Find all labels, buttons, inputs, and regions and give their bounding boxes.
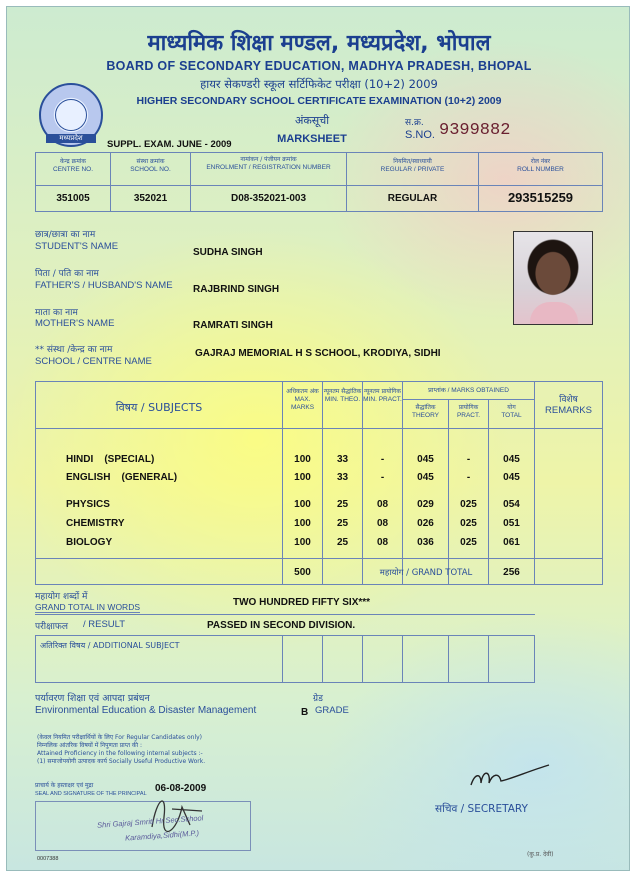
result-label: / RESULT <box>83 619 126 630</box>
subject-name: ENGLISH (GENERAL) <box>66 472 178 483</box>
school-stamp-line1: Shri Gajraj Smriti Hr.Sec.School <box>96 813 204 830</box>
pract-value: - <box>466 454 471 465</box>
total-value: 051 <box>503 518 520 529</box>
student-name-hindi: छात्र/छात्रा का नाम <box>35 230 96 240</box>
theory-value: 045 <box>417 454 434 465</box>
remarks-hindi: विशेष <box>559 395 578 405</box>
max-marks-value: 100 <box>294 537 311 548</box>
total-value: 054 <box>503 499 520 510</box>
subject-name: HINDI (SPECIAL) <box>66 454 155 465</box>
student-name-value: SUDHA SINGH <box>193 247 263 258</box>
marksheet-title: MARKSHEET <box>277 133 347 145</box>
grand-max-value: 500 <box>294 567 311 578</box>
principal-hindi: प्राचार्य के हस्ताक्षर एवं मुद्रा <box>35 782 94 789</box>
additional-subject-table <box>35 635 535 683</box>
marks-table <box>35 381 603 585</box>
note-line: (केवल नियमित परीक्षार्थियों के लिए For Regular Candidates only) <box>37 734 202 741</box>
total-hindi: योग <box>507 404 516 411</box>
pract-hindi: प्रायोगिक <box>458 404 479 411</box>
additional-subject-label: अतिरिक्त विषय / ADDITIONAL SUBJECT <box>40 641 180 650</box>
min-pract-value: 08 <box>376 499 389 510</box>
regular-private-hindi: नियमित/स्वाध्यायी <box>393 158 432 165</box>
board-title-english: BOARD OF SECONDARY EDUCATION, MADHYA PRADESH, BHOPAL <box>106 59 532 73</box>
school-name-hindi: ** संस्था /केन्द्र का नाम <box>35 345 113 355</box>
min-pract-value: - <box>380 472 385 483</box>
enrolment-hindi: नामांकन / पंजीयन क्रमांक <box>240 156 297 163</box>
subject-name: CHEMISTRY <box>66 518 125 529</box>
grand-total-label: महायोग / GRAND TOTAL <box>379 568 473 578</box>
words-label: GRAND TOTAL IN WORDS <box>35 602 141 612</box>
subject-name: BIOLOGY <box>66 537 113 548</box>
max-marks-value: 100 <box>294 454 311 465</box>
enrolment-value: D08-352021-003 <box>230 193 307 204</box>
info-table <box>35 152 603 212</box>
min-theory-value: 25 <box>336 537 349 548</box>
theory-value: 029 <box>417 499 434 510</box>
max-marks-value: 100 <box>294 499 311 510</box>
secretary-signature-icon <box>467 759 557 795</box>
centre-no-value: 351005 <box>56 193 90 204</box>
regular-private-header: REGULAR / PRIVATE <box>380 166 445 173</box>
min-pract-hindi: न्यूनतम प्रायोगिक <box>363 388 402 395</box>
marksheet-page <box>6 6 630 871</box>
theory-hindi: सैद्धांतिक <box>415 404 436 411</box>
env-hindi: पर्यावरण शिक्षा एवं आपदा प्रबंधन <box>35 693 150 704</box>
exam-title-english: HIGHER SECONDARY SCHOOL CERTIFICATE EXAMINATION (10+2) 2009 <box>136 95 502 107</box>
centre-no-hindi: केन्द्र क्रमांक <box>60 158 86 165</box>
grand-total-value: 256 <box>503 567 520 578</box>
pract-value: 025 <box>460 518 477 529</box>
env-english: Environmental Education & Disaster Management <box>35 705 257 716</box>
theory-value: 036 <box>417 537 434 548</box>
roll-number-hindi: रोल नंबर <box>530 158 551 165</box>
enrolment-header: ENROLMENT / REGISTRATION NUMBER <box>206 164 331 171</box>
student-name-label: STUDENT'S NAME <box>35 241 119 252</box>
secretary-label: सचिव / SECRETARY <box>435 803 528 815</box>
roll-number-value: 293515259 <box>507 190 574 205</box>
min-theory-value: 25 <box>336 518 349 529</box>
board-seal-icon <box>39 83 103 147</box>
pract-value: 025 <box>460 537 477 548</box>
pract-value: 025 <box>460 499 477 510</box>
max-marks-header: MAX. MARKS <box>290 396 315 411</box>
father-name-label: FATHER'S / HUSBAND'S NAME <box>35 280 173 291</box>
result-value: PASSED IN SECOND DIVISION. <box>207 620 356 631</box>
print-code: (कु.प्र. देवी) <box>527 851 554 858</box>
notes-block <box>37 734 205 766</box>
marksheet-hindi: अंकसूची <box>294 114 330 127</box>
result-hindi: परीक्षाफल <box>35 622 68 632</box>
exam-title-hindi: हायर सेकण्डरी स्कूल सर्टिफिकेट परीक्षा (10+2) 2009 <box>200 77 438 91</box>
serial-number: 9399882 <box>439 121 511 140</box>
board-title-hindi: माध्यमिक शिक्षा मण्डल, मध्यप्रदेश, भोपाल <box>147 31 491 56</box>
note-line: (1) समाजोपयोगी उत्पादक कार्य Socially Useful Productive Work. <box>37 758 206 765</box>
max-marks-value: 100 <box>294 472 311 483</box>
note-line: Attained Proficiency in the following internal subjects :- <box>37 750 203 757</box>
total-header: TOTAL <box>501 412 522 419</box>
school-no-value: 352021 <box>133 193 168 204</box>
min-theory-hindi: न्यूनतम सैद्धांतिक <box>323 388 362 395</box>
note-line: निम्नलिक आंतरिक विषयों में निपुणता प्राप्त की : <box>37 742 142 749</box>
words-hindi: महायोग शब्दों में <box>35 592 88 602</box>
issue-date: 06-08-2009 <box>155 783 207 794</box>
min-pract-value: - <box>380 454 385 465</box>
min-theory-value: 33 <box>336 472 349 483</box>
school-name-value: GAJRAJ MEMORIAL H S SCHOOL, KRODIYA, SIDHI <box>195 348 441 359</box>
pract-value: - <box>466 472 471 483</box>
total-value: 045 <box>503 472 520 483</box>
grade-hindi: ग्रेड <box>313 694 323 704</box>
school-no-header: SCHOOL NO. <box>130 166 171 173</box>
centre-no-header: CENTRE NO. <box>52 166 94 173</box>
total-value: 061 <box>503 537 520 548</box>
min-pract-value: 08 <box>376 537 389 548</box>
form-code: 0007388 <box>37 856 59 862</box>
grade-value: B <box>301 707 309 718</box>
marks-obtained-header: प्राप्तांक / MARKS OBTAINED <box>428 387 509 394</box>
grade-label: GRADE <box>315 705 349 716</box>
school-name-label: SCHOOL / CENTRE NAME <box>35 356 152 367</box>
min-pract-value: 08 <box>376 518 389 529</box>
regular-private-value: REGULAR <box>387 193 438 204</box>
school-no-hindi: संस्था क्रमांक <box>136 158 165 165</box>
theory-value: 026 <box>417 518 434 529</box>
max-marks-value: 100 <box>294 518 311 529</box>
total-value: 045 <box>503 454 520 465</box>
theory-header: THEORY <box>412 412 439 419</box>
min-theory-header: MIN. THEO. <box>324 396 361 403</box>
mother-name-hindi: माता का नाम <box>35 308 78 318</box>
min-pract-header: MIN. PRACT. <box>363 396 402 403</box>
father-name-hindi: पिता / पति का नाम <box>35 269 99 279</box>
suppl-exam-label: SUPPL. EXAM. JUNE - 2009 <box>107 139 232 150</box>
seal-label: मध्यप्रदेश <box>46 134 96 143</box>
mother-name-label: MOTHER'S NAME <box>35 318 115 329</box>
roll-number-header: ROLL NUMBER <box>517 166 564 173</box>
grand-total-words: TWO HUNDRED FIFTY SIX*** <box>233 597 371 608</box>
remarks-header: REMARKS <box>545 405 592 416</box>
max-marks-hindi: अधिकतम अंक <box>286 388 319 395</box>
sno-hindi: स.क्र. <box>405 118 424 128</box>
pract-header: PRACT. <box>456 412 481 419</box>
min-theory-value: 25 <box>336 499 349 510</box>
sno-label: S.NO. <box>405 129 435 141</box>
subject-name: PHYSICS <box>66 499 110 510</box>
subjects-header: विषय / SUBJECTS <box>115 401 203 414</box>
principal-label: SEAL AND SIGNATURE OF THE PRINCIPAL <box>35 791 147 797</box>
school-stamp-line2: Karamdiya,Sidhi(M.P.) <box>124 828 200 843</box>
father-name-value: RAJBRIND SINGH <box>193 284 280 295</box>
theory-value: 045 <box>417 472 434 483</box>
mother-name-value: RAMRATI SINGH <box>193 320 273 331</box>
student-photo <box>513 231 593 325</box>
min-theory-value: 33 <box>336 454 349 465</box>
